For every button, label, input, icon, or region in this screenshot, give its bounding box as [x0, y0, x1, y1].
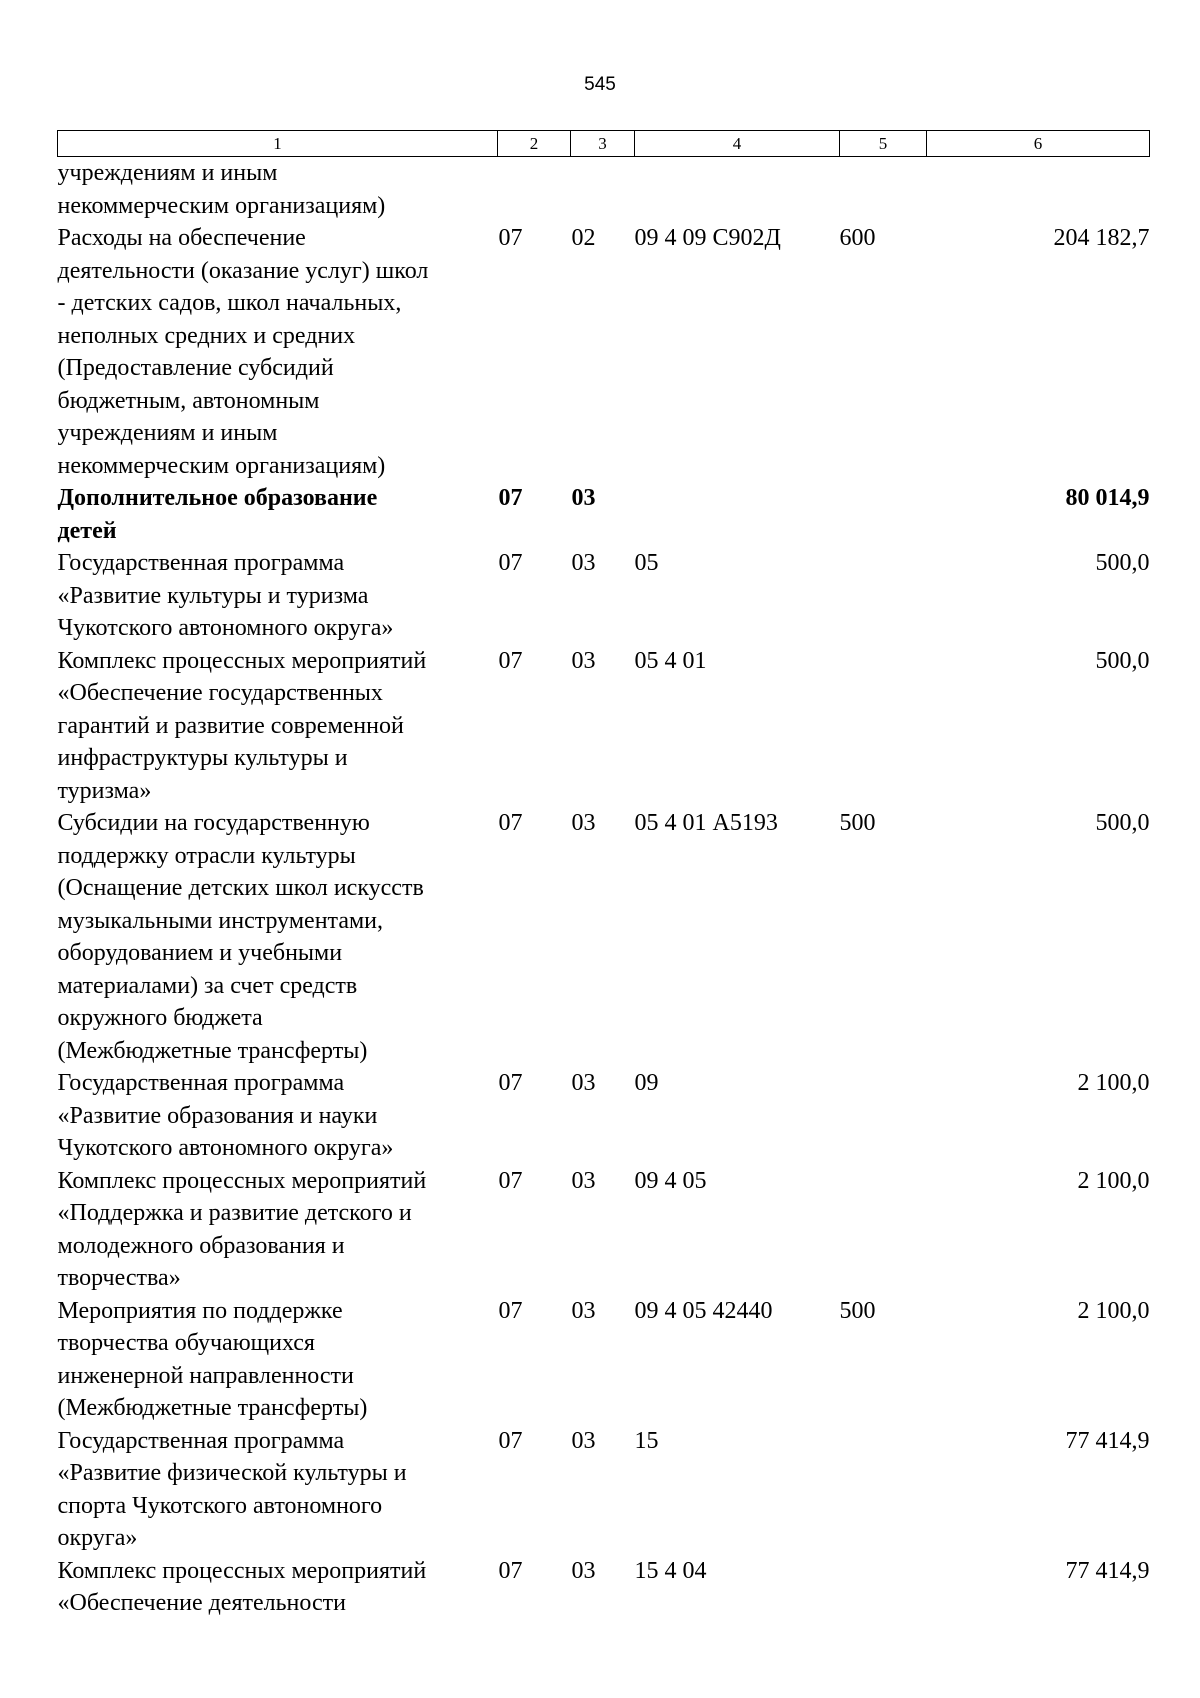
- row-name-line: Комплекс процессных мероприятий: [57, 647, 427, 674]
- row-name: [58, 1555, 498, 1620]
- amount: 2 100,0: [1077, 1167, 1150, 1194]
- amount: 500,0: [1095, 550, 1150, 576]
- row-name-line: Расходы на обеспечение: [57, 225, 306, 251]
- row-name-line: «Развитие физической культуры и: [57, 1460, 407, 1486]
- expense-type-code: 600: [839, 225, 876, 251]
- subsection-code: 03: [571, 647, 596, 674]
- row-name-line: некоммерческим организациям): [57, 452, 386, 479]
- table-row: [58, 1295, 1150, 1425]
- subsection-code: 02: [571, 225, 596, 251]
- target-item-code: 05 4 01: [634, 647, 707, 674]
- amount: 500,0: [1095, 647, 1150, 674]
- target-item-code: 09: [634, 1070, 659, 1096]
- table-row: [58, 645, 1150, 808]
- row-name-line: оборудованием и учебными: [57, 940, 343, 966]
- budget-table: [57, 130, 1150, 1620]
- subsection-code: 03: [571, 485, 596, 511]
- section-code: 07: [498, 647, 523, 674]
- row-name-line: неполных средних и средних: [57, 322, 356, 349]
- table-row: [58, 1425, 1150, 1555]
- row-name-line: Государственная программа: [57, 550, 345, 576]
- row-name-line: (Межбюджетные трансферты): [57, 1037, 368, 1064]
- subsection-code: 03: [571, 810, 596, 836]
- row-name: [58, 547, 498, 645]
- subsection-code: 03: [571, 550, 596, 576]
- expense-type-code: [840, 1425, 927, 1555]
- row-name: [58, 482, 498, 547]
- row-name-line: творчества»: [57, 1265, 181, 1291]
- section-code: 07: [498, 550, 523, 576]
- row-name-line: спорта Чукотского автономного: [57, 1492, 383, 1519]
- target-item-code: 09 4 09 С902Д: [634, 225, 781, 251]
- amount: 500,0: [1095, 810, 1150, 836]
- row-name-line: туризма»: [57, 777, 152, 804]
- target-item-code: [635, 157, 840, 223]
- page-number: 545: [584, 74, 616, 95]
- target-item-code: [635, 482, 840, 547]
- expense-type-code: [840, 1555, 927, 1620]
- row-name-line: «Развитие культуры и туризма: [57, 582, 369, 609]
- amount: 2 100,0: [1077, 1297, 1150, 1324]
- subsection-code: 03: [571, 1297, 596, 1324]
- row-name: [58, 1295, 498, 1425]
- table-row: [58, 1555, 1150, 1620]
- subsection-code: 03: [571, 1427, 596, 1454]
- row-name-line: учреждениям и иным: [57, 420, 278, 446]
- section-code: 07: [498, 1557, 523, 1584]
- target-item-code: 15: [634, 1427, 659, 1454]
- amount: [927, 157, 1150, 223]
- row-name-line: «Развитие образования и науки: [57, 1102, 378, 1129]
- table-row: [58, 482, 1150, 547]
- row-name-line: материалами) за счет средств: [57, 972, 358, 999]
- header-col-4: 4: [635, 131, 840, 157]
- row-name: [58, 645, 498, 808]
- row-name-line: окружного бюджета: [57, 1005, 263, 1031]
- section-code: 07: [498, 810, 523, 836]
- section-code: [498, 157, 571, 223]
- row-name-line: Государственная программа: [57, 1070, 345, 1096]
- expense-type-code: [840, 1165, 927, 1295]
- target-item-code: 15 4 04: [634, 1557, 707, 1584]
- table-row: [58, 1165, 1150, 1295]
- table-row: [58, 1067, 1150, 1165]
- subsection-code: 03: [571, 1557, 596, 1584]
- header-col-1: 1: [58, 131, 498, 157]
- table-header: [58, 131, 1150, 157]
- expense-type-code: [840, 482, 927, 547]
- row-name-line: бюджетным, автономным: [57, 387, 320, 414]
- header-col-5: 5: [840, 131, 927, 157]
- table-row: [58, 547, 1150, 645]
- row-name-line: учреждениям и иным: [57, 160, 278, 186]
- row-name-line: «Обеспечение государственных: [57, 680, 383, 706]
- row-name-line: «Обеспечение деятельности: [57, 1590, 346, 1616]
- section-code: 07: [498, 485, 523, 511]
- row-name-line: (Оснащение детских школ искусств: [57, 875, 424, 901]
- row-name-line: Чукотского автономного округа»: [57, 1135, 394, 1161]
- row-name: [58, 157, 498, 223]
- row-name-line: Субсидии на государственную: [57, 810, 370, 836]
- row-name-line: музыкальными инструментами,: [57, 907, 384, 934]
- expense-type-code: [840, 157, 927, 223]
- section-code: 07: [498, 1070, 523, 1096]
- row-name-line: некоммерческим организациям): [57, 192, 386, 219]
- row-name-line: «Поддержка и развитие детского и: [57, 1200, 412, 1226]
- target-item-code: 09 4 05 42440: [634, 1297, 773, 1324]
- subsection-code: [571, 157, 635, 223]
- table-row: [58, 807, 1150, 1067]
- header-col-3: 3: [571, 131, 635, 157]
- row-name-line: гарантий и развитие современной: [57, 712, 404, 739]
- target-item-code: 05: [634, 550, 659, 576]
- row-name-line: Государственная программа: [57, 1427, 345, 1454]
- row-name-line: поддержку отрасли культуры: [57, 842, 356, 869]
- row-name-line: (Предоставление субсидий: [57, 355, 334, 381]
- section-code: 07: [498, 225, 523, 251]
- table-row: [58, 222, 1150, 482]
- expense-type-code: 500: [839, 1297, 876, 1324]
- row-name-line: Мероприятия по поддержке: [57, 1297, 343, 1324]
- header-col-2: 2: [498, 131, 571, 157]
- amount: 77 414,9: [1065, 1427, 1150, 1454]
- header-row: [58, 131, 1150, 157]
- row-name-line: детей: [57, 517, 117, 544]
- section-code: 07: [498, 1167, 523, 1194]
- target-item-code: 09 4 05: [634, 1167, 707, 1194]
- row-name-line: деятельности (оказание услуг) школ: [57, 257, 429, 284]
- table-body: [58, 157, 1150, 1620]
- row-name-line: молодежного образования и: [57, 1232, 345, 1259]
- section-code: 07: [498, 1427, 523, 1454]
- expense-type-code: [840, 1067, 927, 1165]
- amount: 2 100,0: [1077, 1070, 1150, 1096]
- row-name: [58, 222, 498, 482]
- expense-type-code: [840, 645, 927, 808]
- row-name-line: творчества обучающихся: [57, 1330, 315, 1356]
- row-name: [58, 1165, 498, 1295]
- row-name-line: Чукотского автономного округа»: [57, 615, 394, 641]
- subsection-code: 03: [571, 1070, 596, 1096]
- expense-type-code: 500: [839, 810, 876, 836]
- amount: 77 414,9: [1065, 1557, 1150, 1584]
- expense-type-code: [840, 547, 927, 645]
- row-name-line: округа»: [57, 1525, 138, 1551]
- row-name-line: Дополнительное образование: [57, 485, 378, 511]
- table-row: [58, 157, 1150, 223]
- subsection-code: 03: [571, 1167, 596, 1194]
- row-name-line: (Межбюджетные трансферты): [57, 1395, 368, 1421]
- amount: 80 014,9: [1065, 485, 1150, 511]
- row-name: [58, 1067, 498, 1165]
- row-name-line: инфраструктуры культуры и: [57, 745, 348, 771]
- amount: 204 182,7: [1053, 225, 1150, 251]
- section-code: 07: [498, 1297, 523, 1324]
- row-name-line: Комплекс процессных мероприятий: [57, 1167, 427, 1194]
- row-name-line: - детских садов, школ начальных,: [57, 290, 402, 316]
- row-name: [58, 1425, 498, 1555]
- target-item-code: 05 4 01 А5193: [634, 810, 778, 836]
- row-name-line: инженерной направленности: [57, 1362, 354, 1389]
- row-name-line: Комплекс процессных мероприятий: [57, 1557, 427, 1584]
- header-col-6: 6: [927, 131, 1150, 157]
- row-name: [58, 807, 498, 1067]
